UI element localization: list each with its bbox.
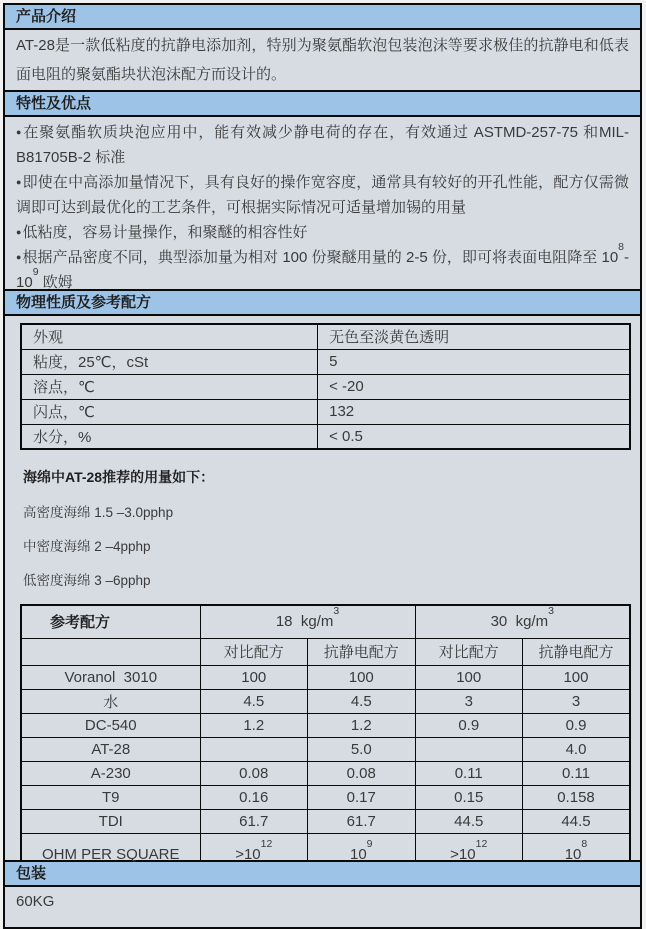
formula-value: 0.158 bbox=[522, 785, 630, 809]
formula-value: 0.08 bbox=[308, 761, 415, 785]
formula-row-label: A-230 bbox=[21, 761, 200, 785]
feature-bullet bbox=[16, 220, 629, 245]
formula-value: 4.5 bbox=[308, 689, 415, 713]
formula-row-label: OHM PER SQUARE bbox=[21, 833, 200, 876]
feature-bullet-text: 在聚氨酯软质块泡应用中，能有效减少静电荷的存在，有效通过 ASTMD-257-75 和MIL-B81705B-2 标准 bbox=[16, 124, 629, 166]
section-title-features: 特性及优点 bbox=[16, 95, 92, 112]
formula-row bbox=[21, 809, 630, 833]
section-title-physical: 物理性质及参考配方 bbox=[16, 294, 152, 311]
formula-row-label: TDI bbox=[21, 809, 200, 833]
formula-value: 0.08 bbox=[200, 761, 307, 785]
formula-value: 5.0 bbox=[308, 737, 415, 761]
section-header-physical bbox=[5, 289, 640, 316]
formula-header-row bbox=[21, 605, 630, 638]
formula-value: 1.2 bbox=[308, 713, 415, 737]
superscript: 8 bbox=[618, 241, 625, 253]
property-row bbox=[21, 424, 630, 449]
feature-bullet bbox=[16, 120, 629, 170]
property-value: < -20 bbox=[318, 374, 630, 399]
superscript: 9 bbox=[32, 266, 39, 278]
dosage-recommendations bbox=[20, 501, 625, 589]
formula-row-label: AT-28 bbox=[21, 737, 200, 761]
formula-value: 61.7 bbox=[308, 809, 415, 833]
product-datasheet bbox=[3, 3, 642, 929]
density-group-header: 18 $kg/m^3$ bbox=[200, 605, 415, 638]
formula-corner-label: 参考配方 bbox=[21, 605, 200, 638]
formula-row bbox=[21, 761, 630, 785]
formula-subheader-row bbox=[21, 638, 630, 665]
intro-section bbox=[5, 30, 640, 90]
section-title-intro: 产品介绍 bbox=[16, 8, 77, 25]
property-label: 粘度，25℃，cSt bbox=[21, 349, 318, 374]
property-value: 132 bbox=[318, 399, 630, 424]
section-header-packaging bbox=[5, 860, 640, 887]
formula-value: 0.17 bbox=[308, 785, 415, 809]
property-row bbox=[21, 324, 630, 349]
bullet-icon: ● bbox=[16, 252, 22, 262]
packaging-section bbox=[5, 887, 640, 927]
density-group-header: 30 $kg/m^3$ bbox=[415, 605, 630, 638]
formula-value: 3 bbox=[415, 689, 522, 713]
formula-value: $>10^{12}$ bbox=[200, 833, 307, 876]
feature-bullet-text: 根据产品密度不同，典型添加量为相对 100 份聚醚用量的 2-5 份，即可将表面电阻降至 $10^8-10^9$ 欧姆 bbox=[16, 241, 630, 291]
property-row bbox=[21, 349, 630, 374]
formula-value: 4.5 bbox=[200, 689, 307, 713]
formula-row bbox=[21, 737, 630, 761]
formula-row-label: DC-540 bbox=[21, 713, 200, 737]
formula-value: 3 bbox=[522, 689, 630, 713]
physical-section bbox=[5, 316, 640, 863]
superscript: 3 bbox=[333, 605, 340, 618]
dosage-line: 高密度海绵 1.5 –3.0pphp bbox=[23, 505, 174, 520]
formula-row-label: T9 bbox=[21, 785, 200, 809]
property-value: 5 bbox=[318, 349, 630, 374]
bullet-icon: ● bbox=[16, 177, 22, 187]
formula-value: 61.7 bbox=[200, 809, 307, 833]
formula-value: $10^8$ bbox=[522, 833, 630, 876]
reference-formula-table bbox=[20, 604, 631, 877]
bullet-icon: ● bbox=[16, 227, 22, 237]
formula-value: 0.9 bbox=[415, 713, 522, 737]
formula-value: 44.5 bbox=[415, 809, 522, 833]
formula-value: 0.15 bbox=[415, 785, 522, 809]
formula-row bbox=[21, 689, 630, 713]
superscript: 12 bbox=[260, 837, 273, 850]
property-row bbox=[21, 399, 630, 424]
formula-value: 100 bbox=[415, 665, 522, 689]
dosage-line: 中密度海绵 2 –4pphp bbox=[23, 539, 151, 554]
property-row bbox=[21, 374, 630, 399]
section-header-intro bbox=[5, 5, 640, 30]
formula-row bbox=[21, 713, 630, 737]
formula-value: 100 bbox=[200, 665, 307, 689]
feature-bullet bbox=[16, 241, 630, 295]
superscript: 12 bbox=[475, 837, 488, 850]
formula-subheader: 对比配方 bbox=[200, 638, 307, 665]
property-label: 水分，% bbox=[21, 424, 318, 449]
formula-value: $>10^{12}$ bbox=[415, 833, 522, 876]
intro-paragraph: AT-28是一款低粘度的抗静电添加剂，特别为聚氨酯软泡包装泡沫等要求极佳的抗静电和低表面电阻的聚氨酯块状泡沫配方而设计的。 bbox=[16, 37, 629, 83]
formula-value: 100 bbox=[308, 665, 415, 689]
formula-row-label: 水 bbox=[21, 689, 200, 713]
formula-value: 4.0 bbox=[522, 737, 630, 761]
packaging-value: 60KG bbox=[16, 893, 55, 910]
formula-row bbox=[21, 665, 630, 689]
formula-value: $10^9$ bbox=[308, 833, 415, 876]
formula-value bbox=[200, 737, 307, 761]
superscript: 9 bbox=[366, 837, 373, 850]
bullet-icon: ● bbox=[16, 127, 23, 137]
formula-value: 100 bbox=[522, 665, 630, 689]
formula-subheader: 抗静电配方 bbox=[522, 638, 630, 665]
property-label: 外观 bbox=[21, 324, 318, 349]
dosage-heading: 海绵中AT-28推荐的用量如下： bbox=[23, 469, 215, 485]
formula-value bbox=[415, 737, 522, 761]
feature-bullet-text: 低粘度，容易计量操作，和聚醚的相容性好 bbox=[22, 224, 308, 241]
superscript: 8 bbox=[581, 837, 588, 850]
formula-value: 0.16 bbox=[200, 785, 307, 809]
property-value: < 0.5 bbox=[318, 424, 630, 449]
superscript: 3 bbox=[548, 605, 554, 618]
formula-value: 0.11 bbox=[522, 761, 630, 785]
property-value: 无色至淡黄色透明 bbox=[318, 324, 630, 349]
features-section bbox=[5, 117, 640, 289]
formula-value: 0.11 bbox=[415, 761, 522, 785]
formula-row bbox=[21, 785, 630, 809]
formula-subheader: 对比配方 bbox=[415, 638, 522, 665]
property-label: 闪点，℃ bbox=[21, 399, 318, 424]
formula-subheader: 抗静电配方 bbox=[308, 638, 415, 665]
section-header-features bbox=[5, 90, 640, 117]
feature-bullet bbox=[16, 170, 629, 220]
formula-blank-cell bbox=[21, 638, 200, 665]
feature-bullet-text: 即使在中高添加量情况下，具有良好的操作宽容度，通常具有较好的开孔性能，配方仅需微调即可达到最优化的工艺条件，可根据实际情况可适量增加锡的用量 bbox=[16, 174, 629, 216]
physical-properties-table bbox=[20, 323, 631, 450]
dosage-line: 低密度海绵 3 –6pphp bbox=[23, 573, 151, 588]
formula-value: 44.5 bbox=[522, 809, 630, 833]
section-title-packaging: 包装 bbox=[16, 865, 47, 882]
formula-row-label: Voranol 3010 bbox=[21, 665, 200, 689]
formula-value: 1.2 bbox=[200, 713, 307, 737]
property-label: 溶点，℃ bbox=[21, 374, 318, 399]
formula-value: 0.9 bbox=[522, 713, 630, 737]
